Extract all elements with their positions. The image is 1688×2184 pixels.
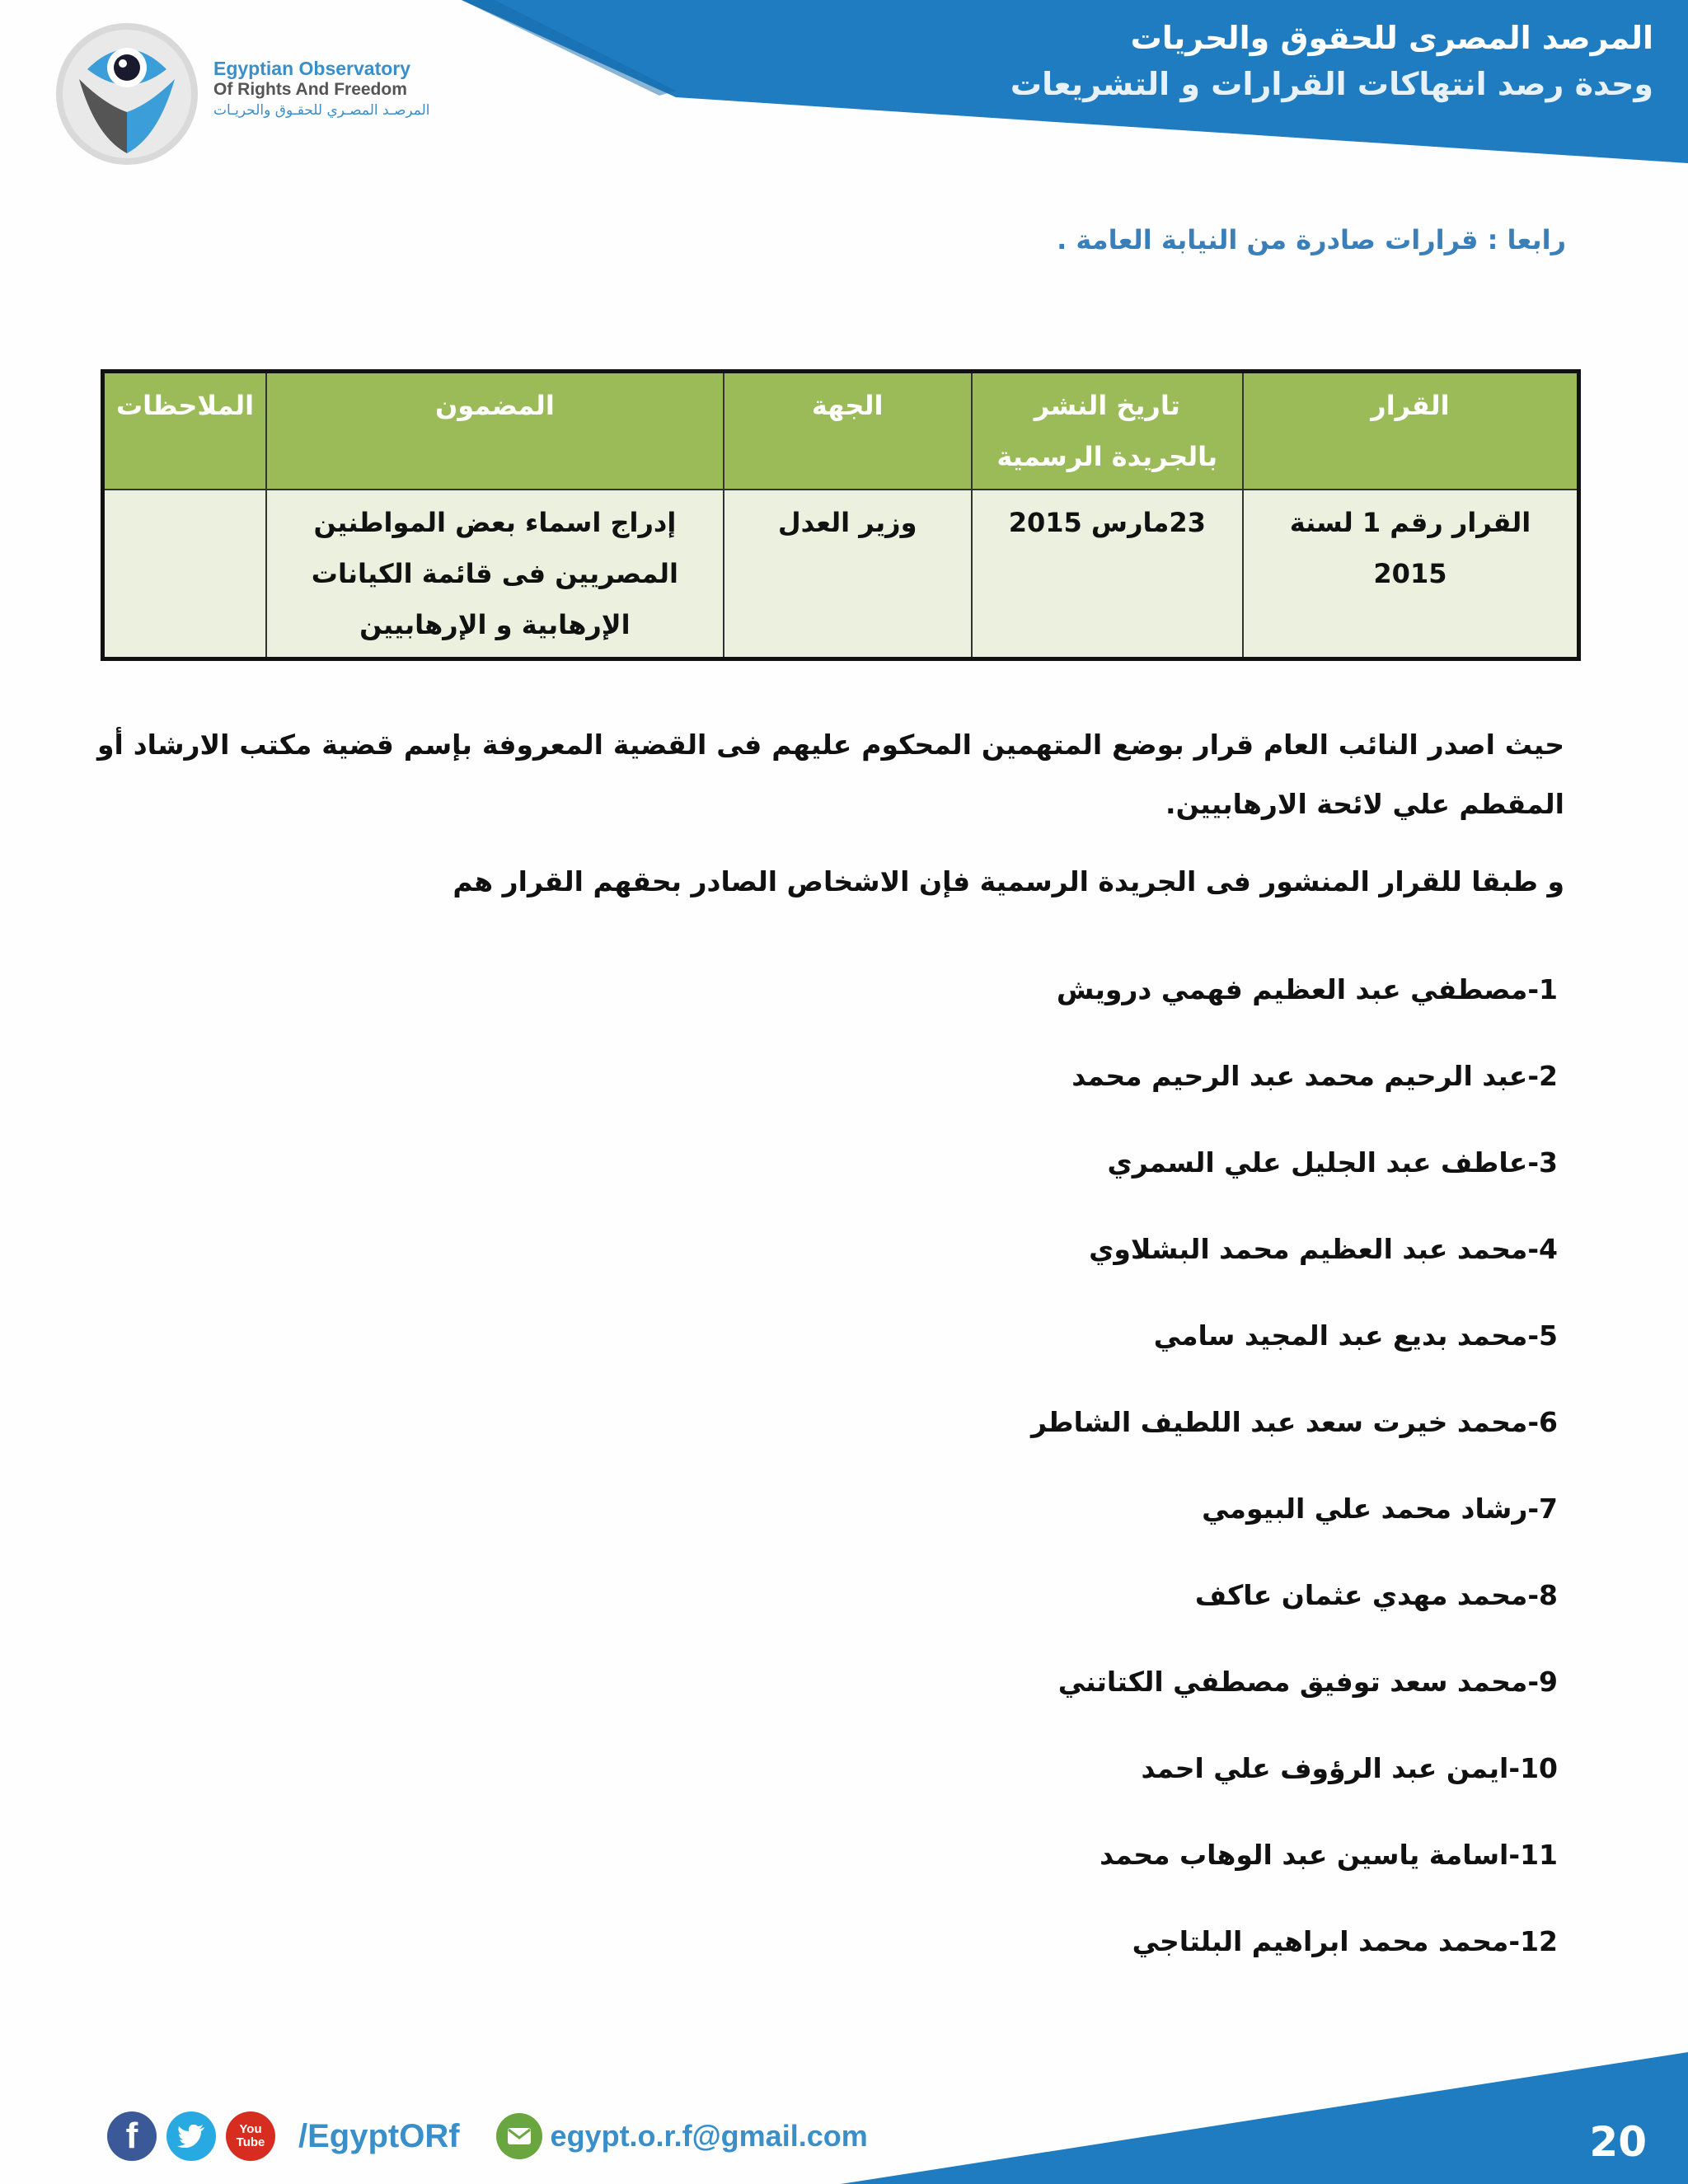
logo-name-ar: المرصـد المصـري للحقـوق والحريـات [213, 102, 430, 119]
names-list [1031, 946, 1558, 1985]
cell-authority: وزير العدل [724, 490, 972, 659]
observatory-eye-icon [54, 21, 199, 166]
cell-content: إدراج اسماء بعض المواطنين المصريين فى قائمة الكيانات الإرهابية و الإرهابيين [266, 490, 723, 659]
col-header-authority: الجهة [724, 372, 972, 490]
list-item: 11-اسامة ياسين عبد الوهاب محمد [1100, 1839, 1558, 1871]
cell-publish-date: 23مارس 2015 [972, 490, 1243, 659]
list-item: 2-عبد الرحيم محمد عبد الرحيم محمد [1071, 1060, 1558, 1092]
decisions-table [101, 369, 1581, 661]
list-item: 7-رشاد محمد علي البيومي [1202, 1493, 1558, 1525]
paragraph-list-intro: و طبقا للقرار المنشور فى الجريدة الرسمية فإن الاشخاص الصادر بحقهم القرار هم [452, 865, 1564, 898]
list-item: 12-محمد محمد ابراهيم البلتاجي [1132, 1925, 1558, 1957]
cell-decision: القرار رقم 1 لسنة 2015 [1243, 490, 1579, 659]
list-item: 3-عاطف عبد الجليل علي السمري [1107, 1146, 1558, 1179]
paragraph-decision-summary: حيث اصدر النائب العام قرار بوضع المتهمين المحكوم عليهم فى القضية المعروفة بإسم قضية مكتب الارشاد أو المقطم علي لائحة الارهابيين. [97, 729, 1564, 820]
logo-name-en-line1: Egyptian Observatory [213, 58, 411, 79]
footer-contacts [107, 2110, 868, 2163]
facebook-icon[interactable]: f [107, 2111, 157, 2161]
col-header-publish-date: تاريخ النشر بالجريدة الرسمية [972, 372, 1243, 490]
list-item: 10-ايمن عبد الرؤوف علي احمد [1141, 1752, 1558, 1784]
list-item: 8-محمد مهدي عثمان عاكف [1194, 1579, 1558, 1611]
list-item: 5-محمد بديع عبد المجيد سامي [1153, 1319, 1558, 1352]
col-header-notes: الملاحظات [103, 372, 267, 490]
social-handle-link[interactable]: /EgyptORf [298, 2117, 460, 2154]
col-header-decision: القرار [1243, 372, 1579, 490]
section-heading: رابعا : قرارات صادرة من النيابة العامة . [1057, 224, 1566, 255]
youtube-icon[interactable]: You Tube [226, 2111, 275, 2161]
logo [54, 21, 467, 170]
logo-name-en-line2: Of Rights And Freedom [213, 80, 407, 99]
twitter-icon[interactable] [166, 2111, 216, 2161]
list-item: 9-محمد سعد توفيق مصطفي الكتاتني [1057, 1666, 1558, 1698]
col-header-content: المضمون [266, 372, 723, 490]
list-item: 6-محمد خيرت سعد عبد اللطيف الشاطر [1030, 1406, 1558, 1438]
table-row [103, 490, 1579, 659]
header-title: المرصد المصرى للحقوق والحريات [1130, 20, 1653, 56]
email-link[interactable]: egypt.o.r.f@gmail.com [550, 2119, 868, 2153]
list-item: 1-مصطفي عبد العظيم فهمي درويش [1056, 973, 1558, 1005]
mail-icon[interactable] [496, 2113, 542, 2159]
table-header-row [103, 372, 1579, 490]
cell-notes [103, 490, 267, 659]
header-subtitle: وحدة رصد انتهاكات القرارات و التشريعات [1010, 66, 1653, 102]
page-number: 20 [1589, 2118, 1647, 2166]
list-item: 4-محمد عبد العظيم محمد البشلاوي [1089, 1233, 1558, 1265]
